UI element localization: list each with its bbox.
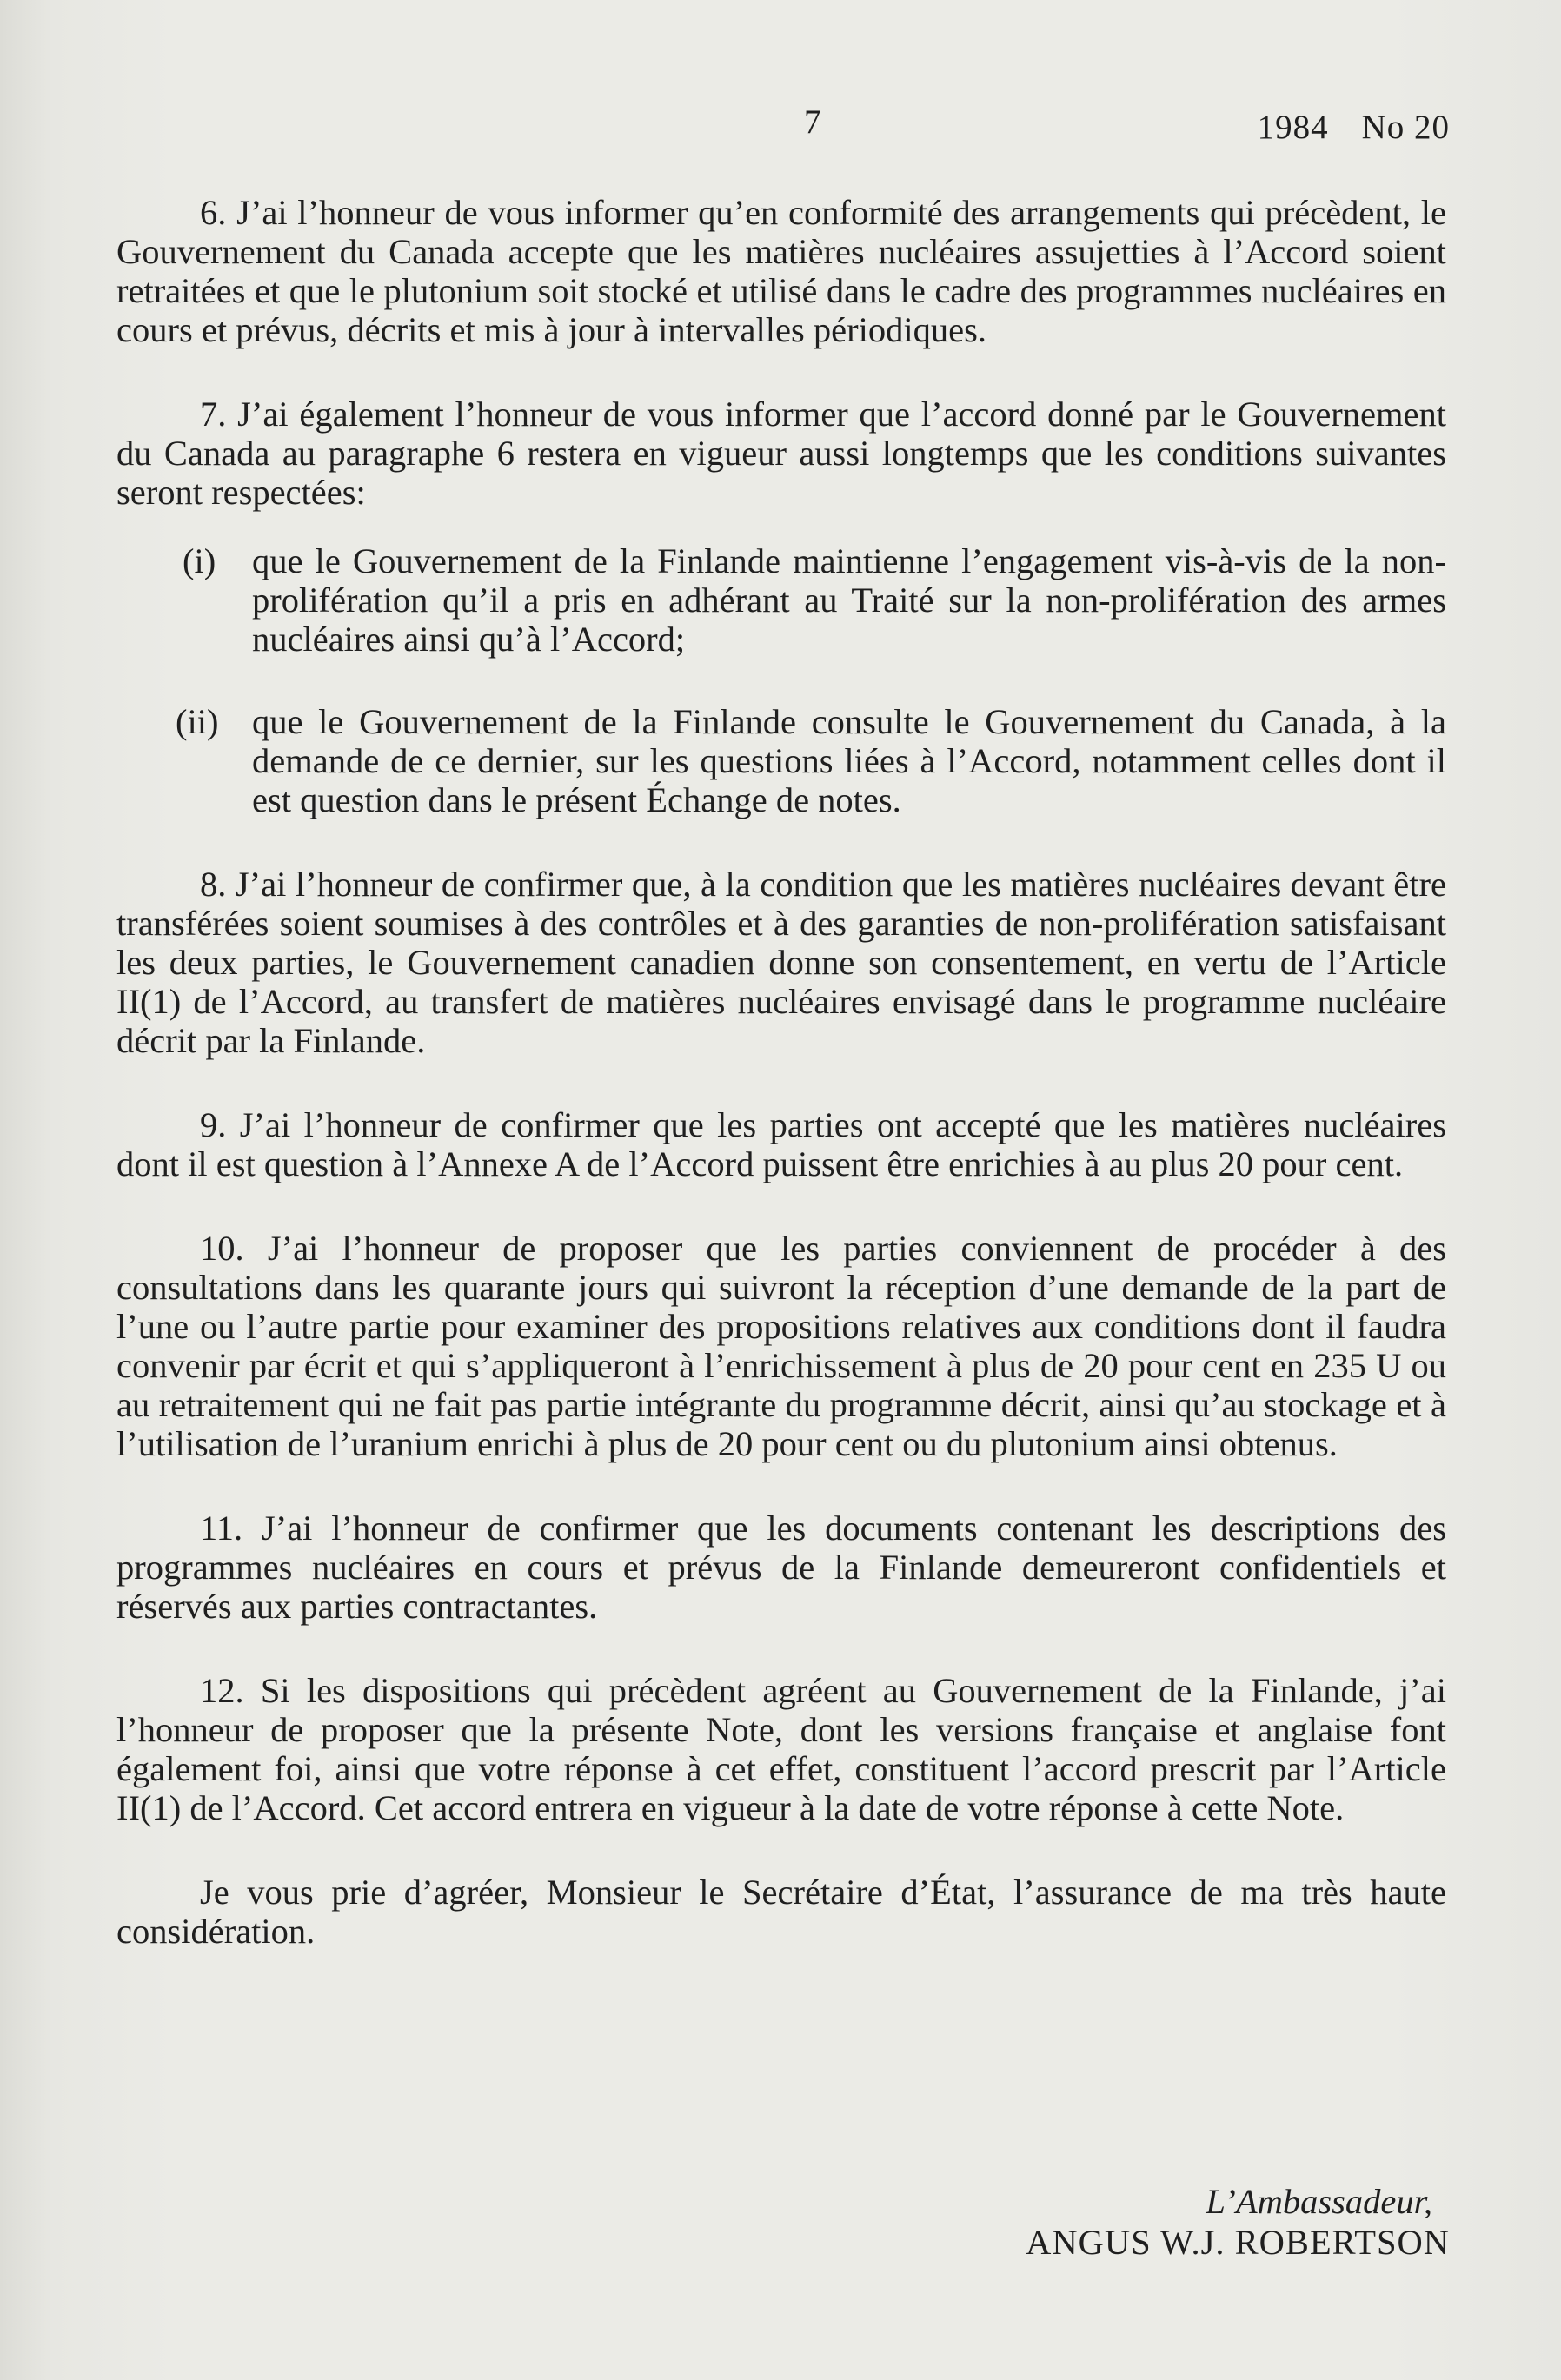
signatory-title: L’Ambassadeur, — [1206, 2182, 1432, 2221]
condition-marker: (i) — [183, 541, 216, 580]
signatory-name: ANGUS W.J. ROBERTSON — [1026, 2223, 1450, 2262]
paragraph-7: 7. J’ai également l’honneur de vous informer que l’accord donné par le Gouvernement du Canada au paragraphe 6 restera en vigueur aussi longtemps que les conditions suivantes seront respectées: — [116, 394, 1446, 512]
condition-marker: (ii) — [176, 702, 219, 741]
paragraph-10: 10. J’ai l’honneur de proposer que les parties conviennent de procéder à des consultations dans les quarante jours qui suivront la réception d’une demande de la part de l’une ou l’autre partie pour examiner des propositions relatives aux conditions dont il faudra convenir par écrit et qui s’appliqueront à l’enrichissement à plus de 20 pour cent en 235 U ou au retraitement qui ne fait pas partie intégrante du programme décrit, ainsi qu’au stockage et à l’utilisation de l’uranium enrichi à plus de 20 pour cent ou du plutonium ainsi obtenus. — [116, 1229, 1446, 1463]
signature-block — [1026, 2181, 1450, 2263]
document-number: No 20 — [1361, 109, 1450, 146]
condition-item — [116, 541, 1446, 659]
paragraph-9: 9. J’ai l’honneur de confirmer que les parties ont accepté que les matières nucléaires dont il est question à l’Annexe A de l’Accord puissent être enrichies à au plus 20 pour cent. — [116, 1105, 1446, 1183]
closing-formula: Je vous prie d’agréer, Monsieur le Secrétaire d’État, l’assurance de ma très haute considération. — [116, 1873, 1446, 1951]
condition-text: que le Gouvernement de la Finlande maintienne l’engagement vis-à-vis de la non-prolifération qu’il a pris en adhérant au Traité sur la non-prolifération des armes nucléaires ainsi qu’à l’Accord; — [252, 541, 1446, 659]
paragraph-6: 6. J’ai l’honneur de vous informer qu’en conformité des arrangements qui précèdent, le Gouvernement du Canada accepte que les matières nucléaires assujetties à l’Accord soient retraitées et que le plutonium soit stocké et utilisé dans le cadre des programmes nucléaires en cours et prévus, décrits et mis à jour à intervalles périodiques. — [116, 193, 1446, 349]
document-reference — [1258, 108, 1450, 147]
page-number: 7 — [804, 103, 821, 141]
paragraph-12: 12. Si les dispositions qui précèdent agréent au Gouvernement de la Finlande, j’ai l’honneur de proposer que la présente Note, dont les versions française et anglaise font également foi, ainsi que votre réponse à cet effet, constituent l’accord prescrit par l’Article II(1) de l’Accord. Cet accord entrera en vigueur à la date de votre réponse à cette Note. — [116, 1671, 1446, 1827]
page-header — [0, 103, 1561, 146]
document-year: 1984 — [1257, 109, 1329, 146]
condition-text: que le Gouvernement de la Finlande consulte le Gouvernement du Canada, à la demande de ce dernier, sur les questions liées à l’Accord, notamment celles dont il est question dans le présent Échange de notes. — [252, 702, 1446, 819]
condition-item — [116, 702, 1446, 819]
paragraph-8: 8. J’ai l’honneur de confirmer que, à la condition que les matières nucléaires devant être transférées soient soumises à des contrôles et à des garanties de non-prolifération satisfaisant les deux parties, le Gouvernement canadien donne son consentement, en vertu de l’Article II(1) de l’Accord, au transfert de matières nucléaires envisagé dans le programme nucléaire décrit par la Finlande. — [116, 865, 1446, 1060]
document-body — [116, 193, 1446, 1951]
paragraph-11: 11. J’ai l’honneur de confirmer que les documents contenant les descriptions des programmes nucléaires en cours et prévus de la Finlande demeureront confidentiels et réservés aux parties contractantes. — [116, 1508, 1446, 1626]
